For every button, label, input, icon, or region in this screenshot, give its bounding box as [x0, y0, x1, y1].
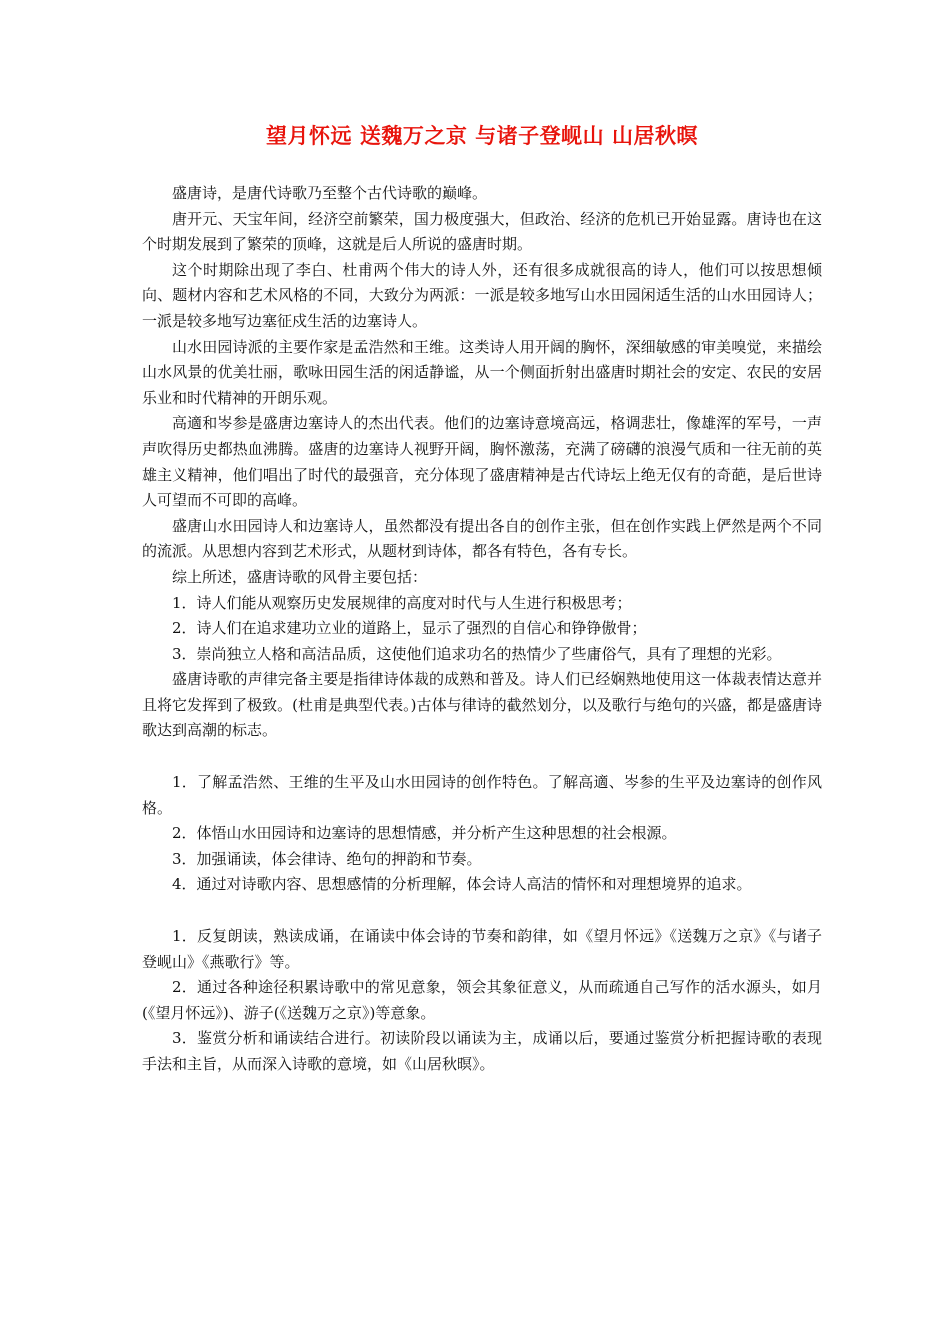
method-item: 2．通过各种途径积累诗歌中的常见意象，领会其象征意义，从而疏通自己写作的活水源头，如月(《望月怀远》)、游子(《送魏万之京》)等意象。 [142, 978, 822, 1022]
intro-paragraph: 综上所述，盛唐诗歌的风骨主要包括： [172, 567, 428, 586]
goal-item: 3．加强诵读，体会律诗、绝句的押韵和节奏。 [172, 849, 482, 868]
intro-paragraph: 盛唐诗，是唐代诗歌乃至整个古代诗歌的巅峰。 [172, 184, 488, 202]
goal-item: 4．通过对诗歌内容、思想感情的分析理解，体会诗人高洁的情怀和对理想境界的追求。 [172, 875, 752, 894]
intro-paragraph: 这个时期除出现了李白、杜甫两个伟大的诗人外，还有很多成就很高的诗人，他们可以按思想倾向、题材内容和艺术风格的不同，大致分为两派：一派是较多地写山水田园闲适生活的山水田园诗人；一派是较多地写边塞征戍生活的边塞诗人。 [142, 260, 822, 330]
intro-paragraph: 盛唐山水田园诗人和边塞诗人，虽然都没有提出各自的创作主张，但在创作实践上俨然是两个不同的流派。从思想内容到艺术形式，从题材到诗体，都各有特色，各有专长。 [142, 516, 822, 561]
method-item: 3．鉴赏分析和诵读结合进行。初读阶段以诵读为主，成诵以后，要通过鉴赏分析把握诗歌的表现手法和主旨，从而深入诗歌的意境，如《山居秋暝》。 [142, 1029, 822, 1073]
document-title: 望月怀远 送魏万之京 与诸子登岘山 山居秋暝 [266, 124, 698, 148]
document-body [142, 181, 822, 1078]
methods-section [142, 924, 822, 1078]
intro-paragraph: 盛唐诗歌的声律完备主要是指律诗体裁的成熟和普及。诗人们已经娴熟地使用这一体裁表情达意并且将它发挥到了极致。(杜甫是典型代表。)古体与律诗的截然划分，以及歌行与绝句的兴盛，都是盛唐诗歌达到高潮的标志。 [142, 670, 822, 740]
goal-item: 2．体悟山水田园诗和边塞诗的思想情感，并分析产生这种思想的社会根源。 [172, 824, 677, 843]
section-gap [142, 744, 822, 770]
goal-item: 1．了解孟浩然、王维的生平及山水田园诗的创作特色。了解高適、岑参的生平及边塞诗的创作风格。 [142, 773, 822, 817]
list-item: 1．诗人们能从观察历史发展规律的高度对时代与人生进行积极思考； [172, 593, 632, 612]
list-item: 3．崇尚独立人格和高洁品质，这使他们追求功名的热情少了些庸俗气，具有了理想的光彩。 [172, 644, 782, 663]
goals-section [142, 770, 822, 898]
intro-paragraph: 山水田园诗派的主要作家是孟浩然和王维。这类诗人用开阔的胸怀，深细敏感的审美嗅觉，来描绘山水风景的优美壮丽，歌咏田园生活的闲适静谧，从一个侧面折射出盛唐时期社会的安定、农民的安居乐业和时代精神的开朗乐观。 [142, 337, 822, 407]
intro-paragraph: 高適和岑参是盛唐边塞诗人的杰出代表。他们的边塞诗意境高远，格调悲壮，像雄浑的军号，一声声吹得历史都热血沸腾。盛唐的边塞诗人视野开阔，胸怀激荡，充满了磅礴的浪漫气质和一往无前的英雄主义精神，他们唱出了时代的最强音，充分体现了盛唐精神是古代诗坛上绝无仅有的奇葩，是后世诗人可望而不可即的高峰。 [142, 414, 822, 510]
method-item: 1．反复朗读，熟读成诵，在诵读中体会诗的节奏和韵律，如《望月怀远》《送魏万之京》《与诸子登岘山》《燕歌行》等。 [142, 927, 822, 971]
intro-paragraph: 唐开元、天宝年间，经济空前繁荣，国力极度强大，但政治、经济的危机已开始显露。唐诗也在这个时期发展到了繁荣的顶峰，这就是后人所说的盛唐时期。 [142, 209, 822, 254]
section-gap [142, 898, 822, 924]
intro-section [142, 181, 822, 744]
list-item: 2．诗人们在追求建功立业的道路上，显示了强烈的自信心和铮铮傲骨； [172, 619, 647, 638]
